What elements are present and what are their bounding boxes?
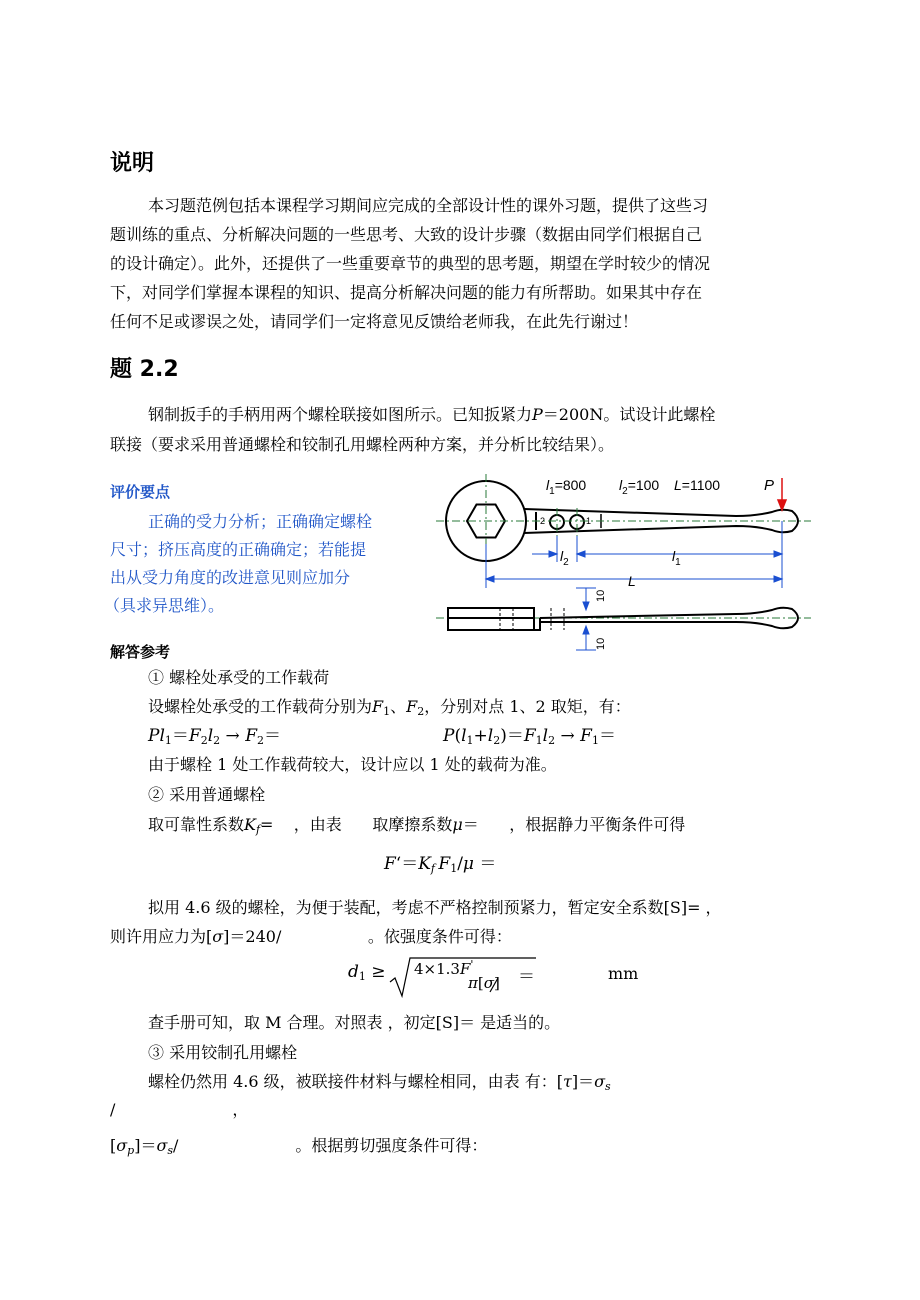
step2-preload-formula: $F‘=K_f$ $F_1/\mu$ ＝ bbox=[384, 854, 497, 875]
P-label: P bbox=[764, 477, 775, 494]
step1-title: ① 螺栓处承受的工作载荷 bbox=[148, 668, 330, 687]
step2-line-4: 查手册可知，取 M 合理。对照表 ，初定[S]＝ 是适当的。 bbox=[148, 1013, 561, 1032]
note-line-3: 的设计确定）。此外，还提供了一些重要章节的典型的思考题，期望在学时较少的情况 bbox=[110, 254, 711, 273]
eval-line-1: 正确的受力分析；正确确定螺栓 bbox=[148, 512, 373, 531]
note-heading: 说明 bbox=[110, 151, 155, 176]
problem-line-1: 钢制扳手的手柄用两个螺栓联接如图所示。已知扳紧力P＝200N。试设计此螺栓 bbox=[148, 405, 716, 424]
problem-heading: 题 2.2 bbox=[110, 357, 179, 382]
eval-heading: 评价要点 bbox=[110, 483, 171, 501]
wrench-figure bbox=[436, 464, 816, 660]
answer-heading: 解答参考 bbox=[110, 643, 171, 661]
dim-10-bottom: 10 bbox=[595, 637, 607, 650]
dim-l2: $l_2$ bbox=[560, 548, 569, 568]
eval-line-2: 尺寸；挤压高度的正确确定；若能提 bbox=[110, 540, 367, 559]
note-line-1: 本习题范例包括本课程学习期间应完成的全部设计性的课外习题，提供了这些习 bbox=[148, 196, 709, 215]
step3-line-2: / ， bbox=[110, 1100, 249, 1119]
dim-l1: $l_1$ bbox=[672, 548, 681, 568]
eval-line-3: 出从受力角度的改进意见则应加分 bbox=[110, 568, 351, 587]
step1-conclusion: 由于螺栓 1 处工作载荷较大，设计应以 1 处的载荷为准。 bbox=[148, 755, 557, 774]
l1-label: $l_1=800$ bbox=[546, 477, 587, 497]
note-line-4: 下，对同学们掌握本课程的知识、提高分析解决问题的能力有所帮助。如果其中存在 bbox=[110, 283, 703, 302]
point-1: 1 bbox=[586, 516, 592, 526]
step2-line-1: 取可靠性系数$K_f=$ ，由表 取摩擦系数μ＝ ，根据静力平衡条件可得 bbox=[148, 815, 686, 836]
step3-line-1: 螺栓仍然用 4.6 级，被联接件材料与螺栓相同，由表 有：$[\tau]=\sigma_s$ bbox=[148, 1072, 611, 1093]
step1-eq-2: $P(l_1+l_2)=F_1l_2 \to F_1=$ bbox=[443, 726, 616, 747]
point-2: 2 bbox=[540, 516, 546, 526]
dim-L: L bbox=[628, 573, 636, 589]
step3-title: ③ 采用铰制孔用螺栓 bbox=[148, 1043, 298, 1062]
eval-line-4: （具求异思维）。 bbox=[104, 596, 225, 615]
note-line-2: 题训练的重点、分析解决问题的一些思考、大致的设计步骤（数据由同学们根据自己 bbox=[110, 225, 703, 244]
step2-line-2: 拟用 4.6 级的螺栓，为便于装配，考虑不严格控制预紧力，暂定安全系数[S]= ， bbox=[148, 898, 722, 917]
step2-title: ② 采用普通螺栓 bbox=[148, 785, 266, 804]
step3-line-3: $[\sigma_p]=\sigma_s/$ 。根据剪切强度条件可得： bbox=[110, 1136, 488, 1157]
step1-line-1: 设螺栓处承受的工作载荷分别为$F_1$、$F_2$，分别对点 1、2 取矩，有： bbox=[148, 697, 631, 718]
step2-line-3: 则许用应力为[σ]＝240/ 。依强度条件可得： bbox=[110, 927, 512, 946]
side-view-ring bbox=[448, 608, 534, 618]
note-line-5: 任何不足或谬误之处，请同学们一定将意见反馈给老师我，在此先行谢过！ bbox=[110, 312, 639, 331]
l2-label: $l_2=100$ bbox=[619, 477, 660, 497]
dim-10-top: 10 bbox=[595, 589, 607, 602]
step1-eq-1: $Pl_1=F_2l_2 \to F_2=$ bbox=[148, 726, 281, 747]
L-label: L=1100 bbox=[674, 477, 721, 493]
problem-line-2: 联接（要求采用普通螺栓和铰制孔用螺栓两种方案，并分析比较结果）。 bbox=[110, 435, 615, 454]
